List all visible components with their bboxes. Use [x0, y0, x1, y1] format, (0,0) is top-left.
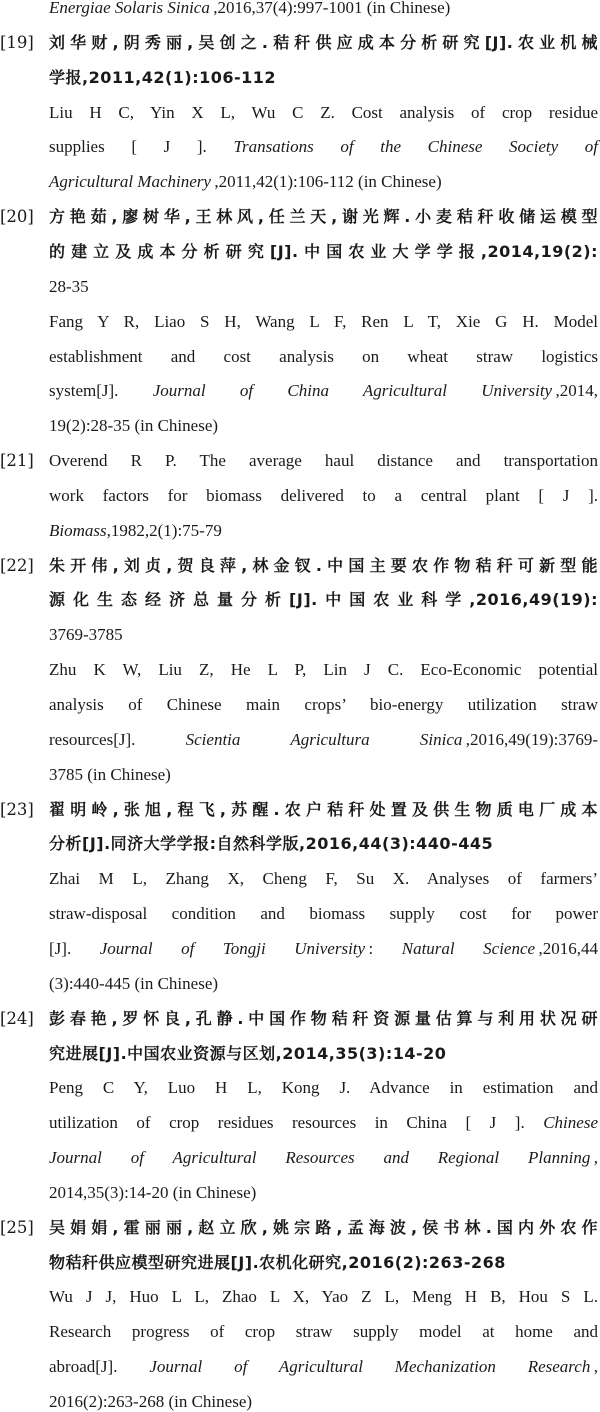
reference-line-english: supplies [ J ]. Transations of the Chinese Society of [49, 137, 598, 157]
reference-number: [23] [0, 799, 34, 819]
reference-line-english: 19(2):28-35 (in Chinese) [49, 416, 219, 436]
reference-line-chinese: 翟明岭,张旭,程飞,苏醒.农户秸秆处置及供生物质电厂成本 [49, 799, 598, 819]
reference-line-english: 2016(2):263-268 (in Chinese) [49, 1392, 253, 1411]
reference-line-english: Overend R P. The average haul distance and transportation [49, 451, 598, 471]
reference-line-chinese: 分析[J].同济大学学报:自然科学版,2016,44(3):440-445 [49, 834, 494, 854]
reference-line-english: Biomass,1982,2(1):75-79 [49, 520, 222, 540]
reference-line-chinese: 学报,2011,42(1):106-112 [49, 67, 277, 87]
reference-line-english: establishment and cost analysis on wheat straw logistics [49, 346, 598, 366]
reference-line-chinese: 的建立及成本分析研究[J].中国农业大学学报,2014,19(2): [49, 241, 598, 261]
reference-line-chinese: 究进展[J].中国农业资源与区划,2014,35(3):14-20 [49, 1043, 447, 1063]
reference-line-english: Agricultural Machinery ,2011,42(1):106-112 (in Chinese) [49, 172, 442, 192]
reference-line-english: Research progress of crop straw supply model at home and [49, 1322, 598, 1342]
reference-line-english: Peng C Y, Luo H L, Kong J. Advance in estimation and [49, 1078, 598, 1098]
reference-line-chinese: 吴娟娟,霍丽丽,赵立欣,姚宗路,孟海波,侯书林.国内外农作 [49, 1217, 598, 1237]
reference-line-english: straw-disposal condition and biomass supply cost for power [49, 904, 598, 924]
reference-line-english: analysis of Chinese main crops’ bio-energy utilization straw [49, 695, 598, 714]
reference-line-english: Zhai M L, Zhang X, Cheng F, Su X. Analyses of farmers’ [49, 869, 598, 889]
reference-line-english: Zhu K W, Liu Z, He L P, Lin J C. Eco-Economic potential [49, 660, 598, 680]
reference-line-chinese: 物秸秆供应模型研究进展[J].农机化研究,2016(2):263-268 [49, 1252, 506, 1272]
reference-line-english: abroad[J]. Journal of Agricultural Mechanization Research , [49, 1357, 598, 1377]
reference-line-english: 3769-3785 [49, 625, 123, 645]
reference-line-english: Energiae Solaris Sinica ,2016,37(4):997-1001 (in Chinese) [49, 0, 451, 17]
reference-line-english: Wu J J, Huo L L, Zhao L X, Yao Z L, Meng H B, Hou S L. [49, 1287, 598, 1307]
reference-number: [19] [0, 32, 34, 52]
reference-number: [20] [0, 207, 34, 227]
reference-line-english: Liu H C, Yin X L, Wu C Z. Cost analysis of crop residue [49, 102, 598, 122]
reference-line-english: [J]. Journal of Tongji University : Natural Science ,2016,44 [49, 938, 598, 958]
reference-number: [24] [0, 1008, 34, 1028]
reference-line-chinese: 源化生态经济总量分析[J].中国农业科学,2016,49(19): [49, 590, 598, 610]
reference-line-english: resources[J]. Scientia Agricultura Sinica ,2016,49(19):3769- [49, 729, 598, 749]
reference-line-english: (3):440-445 (in Chinese) [49, 973, 219, 993]
reference-line-chinese: 朱开伟,刘贞,贺良萍,林金钗.中国主要农作物秸秆可新型能 [49, 555, 598, 575]
reference-number: [22] [0, 555, 34, 575]
reference-line-english: work factors for biomass delivered to a central plant [ J ]. [49, 485, 598, 505]
reference-line-english: system[J]. Journal of China Agricultural University ,2014, [49, 381, 598, 401]
reference-line-english: utilization of crop residues resources in China [ J ]. Chinese [49, 1113, 598, 1133]
reference-line-english: Journal of Agricultural Resources and Regional Planning , [49, 1148, 598, 1168]
reference-line-english: 2014,35(3):14-20 (in Chinese) [49, 1182, 257, 1202]
reference-line-chinese: 彭春艳,罗怀良,孔静.中国作物秸秆资源量估算与利用状况研 [49, 1008, 598, 1028]
reference-line-chinese: 刘华财,阴秀丽,吴创之.秸秆供应成本分析研究[J].农业机械 [49, 32, 598, 52]
reference-line-english: 3785 (in Chinese) [49, 764, 171, 784]
reference-number: [21] [0, 451, 34, 471]
reference-line-english: 28-35 [49, 276, 89, 296]
reference-line-english: Fang Y R, Liao S H, Wang L F, Ren L T, Xie G H. Model [49, 311, 598, 331]
reference-number: [25] [0, 1217, 34, 1237]
reference-line-chinese: 方艳茹,廖树华,王林风,任兰天,谢光辉.小麦秸秆收储运模型 [49, 207, 598, 227]
